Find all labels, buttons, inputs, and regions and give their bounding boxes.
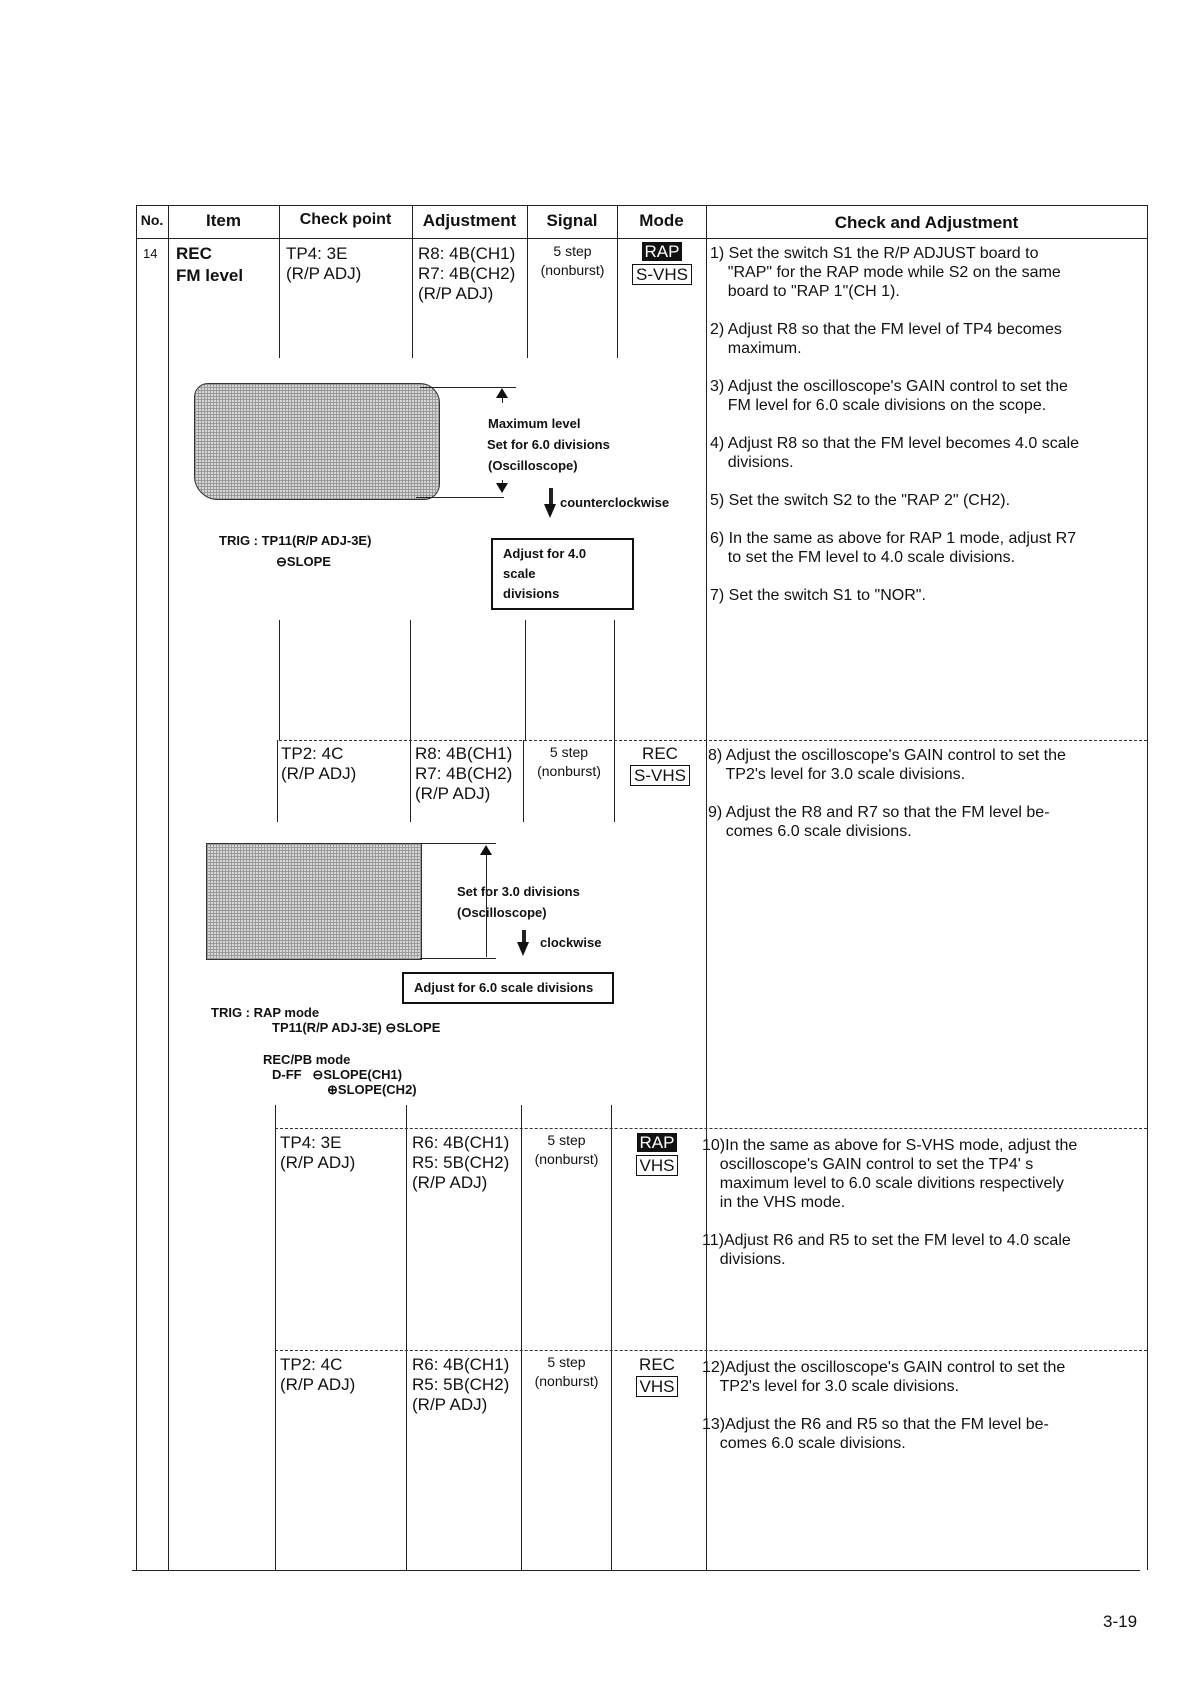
block3-signal: [522, 1131, 611, 1169]
block1-adjustment: [418, 244, 515, 304]
step-line: divisions.: [702, 1251, 786, 1268]
check-point-line: TP2: 4C: [281, 744, 344, 763]
step-line: divisions.: [710, 454, 794, 471]
signal-line: (nonburst): [534, 1151, 599, 1167]
signal-line: (nonburst): [534, 1373, 599, 1389]
mode-badge-inverted: RAP: [637, 1133, 678, 1152]
block2-mode: [615, 744, 705, 786]
adjustment-line: R7: 4B(CH2): [415, 764, 513, 783]
rec-pb-mode-label: REC/PB mode: [263, 1052, 351, 1067]
block1-mode: [618, 242, 706, 285]
step-line: 12)Adjust the oscilloscope's GAIN control to set the: [702, 1359, 1066, 1376]
block2-check-point: [281, 744, 356, 784]
step-line: FM level for 6.0 scale divisions on the scope.: [710, 397, 1047, 414]
check-point-line: TP4: 3E: [286, 244, 348, 263]
check-point-line: TP4: 3E: [280, 1133, 342, 1152]
trig-label: TRIG : TP11(R/P ADJ-3E): [219, 533, 372, 548]
item-title-line2: FM level: [176, 266, 244, 285]
step-line: comes 6.0 scale divisions.: [702, 1435, 906, 1452]
step-line: 5) Set the switch S2 to the "RAP 2" (CH2).: [710, 492, 1011, 509]
step-line: TP2's level for 3.0 scale divisions.: [708, 766, 966, 783]
step-line: oscilloscope's GAIN control to set the TP4' s: [702, 1156, 1034, 1173]
direction-label: counterclockwise: [560, 495, 670, 510]
mode-badge-boxed: S-VHS: [630, 765, 690, 786]
max-level-label: Maximum level: [488, 416, 581, 431]
waveform-envelope-rap: [194, 383, 440, 500]
block4-signal: [522, 1353, 611, 1391]
adjust-note-line: divisions: [503, 586, 560, 601]
oscilloscope-label: (Oscilloscope): [488, 458, 578, 473]
adjust-note-line: Adjust for 4.0 scale: [503, 546, 587, 581]
row-number: 14: [143, 246, 158, 261]
adjustment-line: (R/P ADJ): [412, 1395, 488, 1414]
step-line: to set the FM level to 4.0 scale divisions.: [710, 549, 1016, 566]
step-line: "RAP" for the RAP mode while S2 on the same: [710, 264, 1061, 281]
check-point-line: (R/P ADJ): [280, 1375, 356, 1394]
trig-source-label: TP11(R/P ADJ-3E) ⊖SLOPE: [272, 1020, 441, 1035]
dff-slope-label: D-FF ⊖SLOPE(CH1): [272, 1067, 403, 1082]
adjustment-line: R6: 4B(CH1): [412, 1133, 510, 1152]
step-line: 8) Adjust the oscilloscope's GAIN control to set the: [708, 747, 1066, 764]
block4-steps: [702, 1358, 1146, 1453]
item-title-line1: REC: [176, 244, 212, 263]
step-line: board to "RAP 1"(CH 1).: [710, 283, 900, 300]
step-line: 9) Adjust the R8 and R7 so that the FM level be-: [708, 804, 1050, 821]
block3-adjustment: [412, 1133, 509, 1193]
signal-line: (nonburst): [537, 763, 601, 779]
set-for-label: Set for 3.0 divisions: [457, 884, 580, 899]
signal-line: 5 step: [547, 1132, 586, 1148]
block2-adjustment: [415, 744, 512, 804]
block3-mode: [612, 1133, 702, 1176]
block1-signal: [528, 242, 617, 280]
check-point-line: (R/P ADJ): [286, 264, 362, 283]
header-check-point: Check point: [299, 211, 392, 228]
block4-check-point: [280, 1355, 355, 1395]
slope-label: ⊖SLOPE: [276, 554, 331, 569]
mode-badge-boxed: S-VHS: [632, 264, 692, 285]
step-line: 13)Adjust the R6 and R5 so that the FM level be-: [702, 1416, 1049, 1433]
check-point-line: (R/P ADJ): [281, 764, 357, 783]
direction-label: clockwise: [540, 935, 602, 950]
adjustment-line: R8: 4B(CH1): [418, 244, 516, 263]
step-line: 3) Adjust the oscilloscope's GAIN control to set the: [710, 378, 1068, 395]
waveform-envelope-rec: [206, 843, 422, 960]
block1-steps: [710, 244, 1146, 605]
trig-label: TRIG : RAP mode: [211, 1005, 320, 1020]
block1-check-point: [286, 244, 361, 284]
header-no: No.: [140, 212, 164, 228]
signal-line: 5 step: [547, 1354, 586, 1370]
adjust-note-box: Adjust for 6.0 scale divisions: [402, 972, 614, 1004]
mode-badge-boxed: VHS: [636, 1376, 679, 1397]
dff-slope-ch2-label: ⊕SLOPE(CH2): [327, 1082, 417, 1097]
adjustment-line: R6: 4B(CH1): [412, 1355, 510, 1374]
step-line: comes 6.0 scale divisions.: [708, 823, 912, 840]
check-point-line: (R/P ADJ): [280, 1153, 356, 1172]
signal-line: (nonburst): [540, 262, 605, 278]
block3-steps: [702, 1136, 1146, 1269]
signal-line: 5 step: [549, 744, 589, 760]
step-line: maximum.: [710, 340, 802, 357]
block2-steps: [708, 746, 1146, 841]
block3-check-point: [280, 1133, 355, 1173]
mode-badge-inverted: RAP: [642, 242, 683, 261]
step-line: in the VHS mode.: [702, 1194, 846, 1211]
signal-line: 5 step: [553, 243, 592, 259]
step-line: 6) In the same as above for RAP 1 mode, adjust R7: [710, 530, 1077, 547]
oscilloscope-label: (Oscilloscope): [457, 905, 547, 920]
step-line: 4) Adjust R8 so that the FM level becomes 4.0 scale: [710, 435, 1080, 452]
check-point-line: TP2: 4C: [280, 1355, 343, 1374]
step-line: 2) Adjust R8 so that the FM level of TP4 becomes: [710, 321, 1062, 338]
step-line: 10)In the same as above for S-VHS mode, adjust the: [702, 1137, 1078, 1154]
set-for-label: Set for 6.0 divisions: [487, 437, 610, 452]
adjustment-line: R5: 5B(CH2): [412, 1153, 510, 1172]
header-check-and-adjustment: Check and Adjustment: [834, 213, 1019, 232]
block4-mode: [612, 1355, 702, 1397]
step-line: 1) Set the switch S1 the R/P ADJUST board to: [710, 245, 1039, 262]
mode-label: REC: [642, 744, 678, 763]
header-signal: Signal: [546, 211, 598, 230]
adjust-note-box: [491, 538, 634, 610]
mode-label: REC: [639, 1355, 675, 1374]
mode-badge-boxed: VHS: [636, 1155, 679, 1176]
adjustment-line: R7: 4B(CH2): [418, 264, 516, 283]
step-line: 7) Set the switch S1 to "NOR".: [710, 587, 926, 604]
header-item: Item: [206, 211, 241, 230]
adjustment-line: (R/P ADJ): [415, 784, 491, 803]
step-line: 11)Adjust R6 and R5 to set the FM level to 4.0 scale: [702, 1232, 1071, 1249]
adjustment-line: (R/P ADJ): [412, 1173, 488, 1192]
block2-signal: [524, 743, 614, 781]
header-mode: Mode: [639, 211, 684, 230]
adjustment-line: R5: 5B(CH2): [412, 1375, 510, 1394]
step-line: maximum level to 6.0 scale divitions respectively: [702, 1175, 1064, 1192]
block4-adjustment: [412, 1355, 509, 1415]
step-line: TP2's level for 3.0 scale divisions.: [702, 1378, 960, 1395]
adjustment-line: R8: 4B(CH1): [415, 744, 513, 763]
header-adjustment: Adjustment: [422, 211, 517, 230]
page-number: 3-19: [1103, 1612, 1138, 1631]
adjustment-line: (R/P ADJ): [418, 284, 494, 303]
